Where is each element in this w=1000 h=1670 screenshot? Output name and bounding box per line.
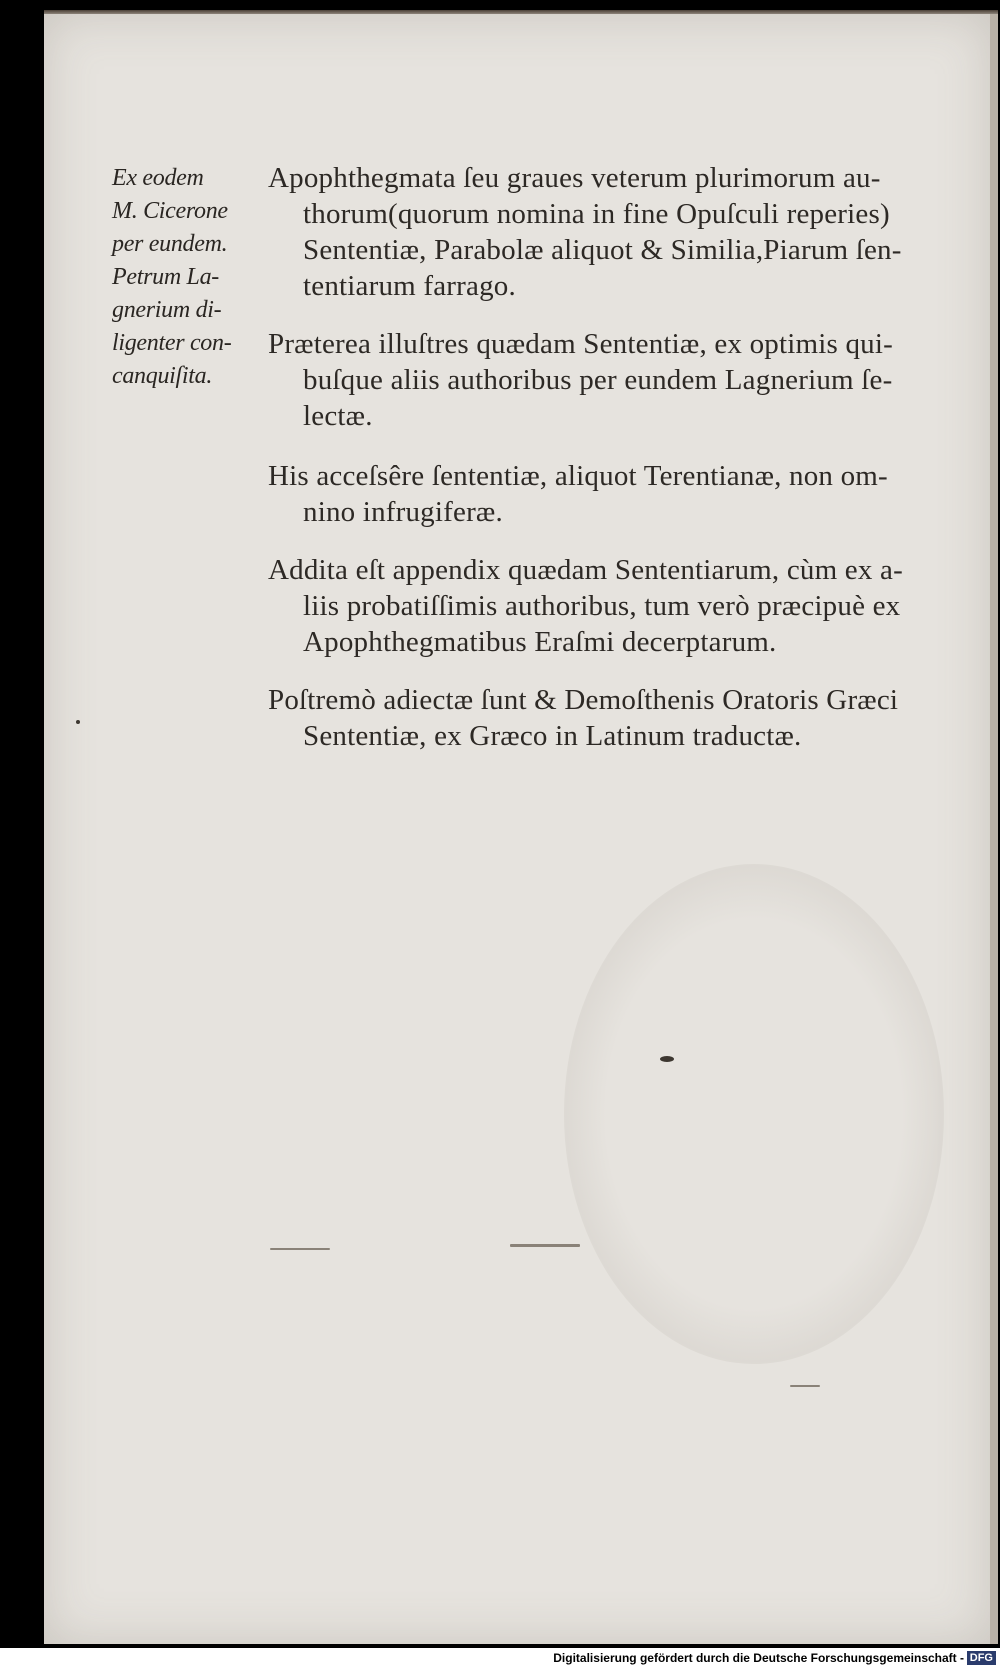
text-line: Apophthegmata ſeu graues veterum plurimorum au- <box>268 162 881 194</box>
paragraph-terentianae <box>268 458 980 530</box>
margin-note-line: per eundem. <box>112 231 228 257</box>
text-line: Apophthegmatibus Eraſmi decerptarum. <box>303 626 777 658</box>
margin-note-line: Ex eodem <box>112 165 204 191</box>
text-line: Addita eſt appendix quædam Sententiarum, cùm ex a- <box>268 554 903 586</box>
paragraph-demosthenis <box>268 682 980 754</box>
paragraph-apophthegmata <box>268 160 980 304</box>
margin-note-line: M. Cicerone <box>112 198 228 224</box>
dfg-logo: DFG <box>967 1651 996 1665</box>
ink-speck <box>270 1248 330 1250</box>
text-line: Poſtremò adiectæ ſunt & Demoſthenis Oratoris Græci <box>268 684 899 716</box>
ink-speck <box>660 1056 674 1062</box>
paragraph-appendix <box>268 552 980 660</box>
ink-speck <box>790 1385 820 1387</box>
text-line: Sententiæ, Parabolæ aliquot & Similia,Piarum ſen- <box>303 234 902 266</box>
paper-stain <box>564 864 944 1364</box>
ink-speck <box>76 720 80 724</box>
footer-bar <box>0 1648 1000 1670</box>
text-line: buſque aliis authoribus per eundem Lagnerium ſe- <box>303 364 893 396</box>
margin-note <box>112 162 262 393</box>
text-line: tentiarum farrago. <box>303 270 516 302</box>
text-line: lectæ. <box>303 400 373 432</box>
text-line: Sententiæ, ex Græco in Latinum traductæ. <box>303 720 802 752</box>
margin-note-line: canquiſita. <box>112 363 213 389</box>
text-line: thorum(quorum nomina in fine Opuſculi reperies) <box>303 198 890 230</box>
text-line: liis probatiſſimis authoribus, tum verò præcipuè ex <box>303 590 901 622</box>
paragraph-praeterea <box>268 326 980 434</box>
ink-speck <box>510 1244 580 1247</box>
text-line: Præterea illuſtres quædam Sententiæ, ex optimis qui- <box>268 328 893 360</box>
margin-note-line: Petrum La- <box>112 264 219 290</box>
text-line: nino infrugiferæ. <box>303 496 503 528</box>
footer-credit: Digitalisierung gefördert durch die Deutsche Forschungsgemeinschaft - <box>553 1651 964 1665</box>
margin-note-line: gnerium di- <box>112 297 222 323</box>
text-line: His acceſsêre ſententiæ, aliquot Terentianæ, non om- <box>268 460 888 492</box>
margin-note-line: ligenter con- <box>112 330 232 356</box>
